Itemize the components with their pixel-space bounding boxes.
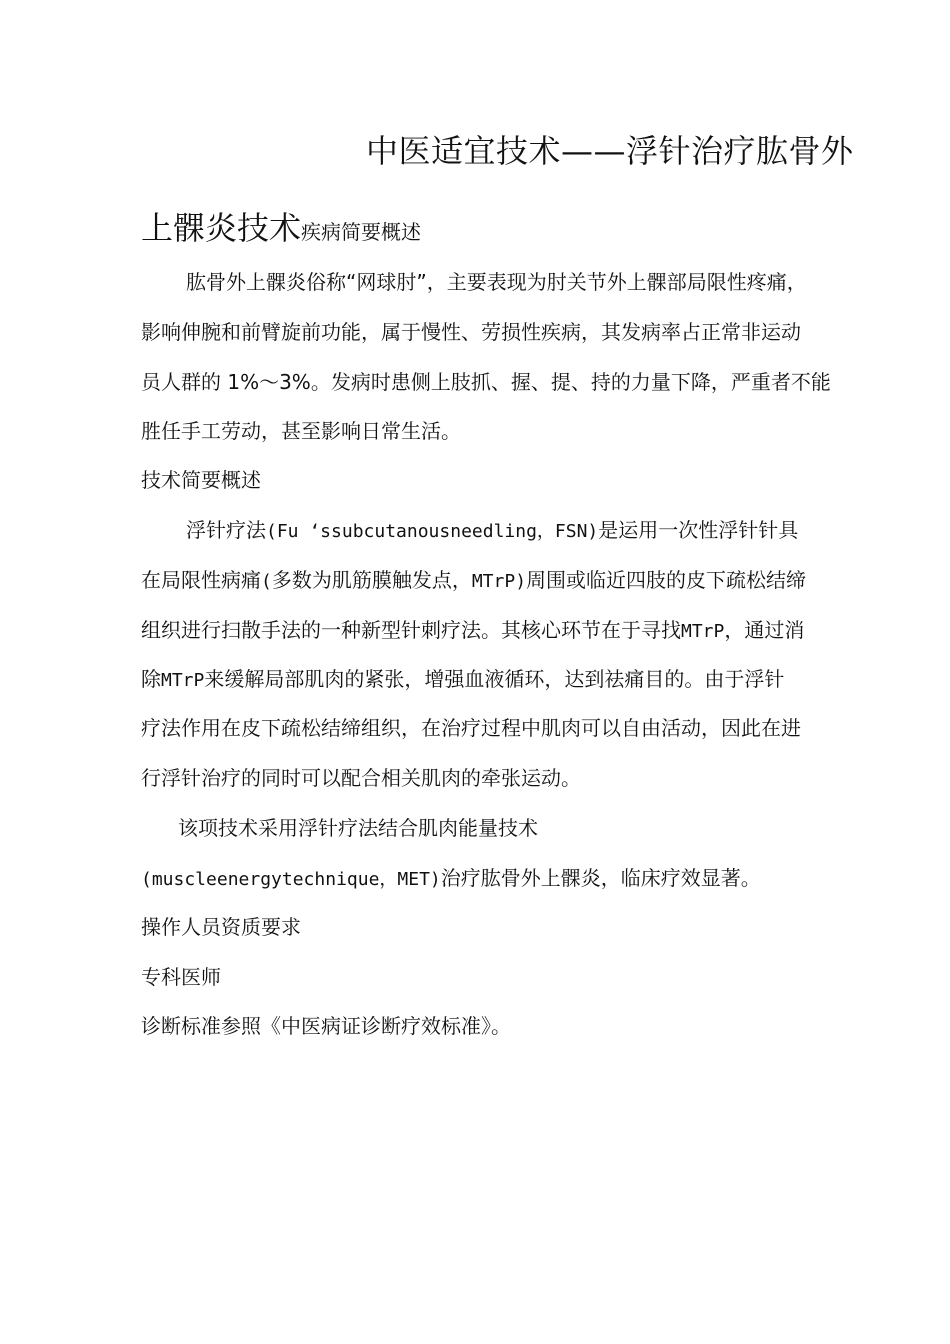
diagnosis-standard: 诊断标准参照《中医病证诊断疗效标准》。 [141,1014,511,1038]
section-heading-staff: 操作人员资质要求 [141,915,301,939]
paragraph-technique-line: 行浮针治疗的同时可以配合相关肌肉的牵张运动。 [141,766,581,790]
paragraph-met-line: (muscleenergytechnique，MET)治疗肱骨外上髁炎，临床疗效显著。 [141,866,761,890]
paragraph-technique-line: 浮针疗法(Fu ‘ssubcutanousneedling，FSN)是运用一次性浮针针具 [186,518,799,542]
paragraph-technique-line: 除MTrP来缓解局部肌肉的紧张，增强血液循环，达到祛痛目的。由于浮针 [141,667,785,691]
paragraph-technique-line: 疗法作用在皮下疏松结缔组织，在治疗过程中肌肉可以自由活动，因此在进 [141,716,801,740]
title-line2-large: 上髁炎技术 [141,209,302,247]
paragraph-disease-line: 影响伸腕和前臂旋前功能，属于慢性、劳损性疾病，其发病率占正常非运动 [141,320,801,344]
paragraph-disease-line: 胜任手工劳动，甚至影响日常生活。 [141,419,461,443]
section-heading-technique: 技术简要概述 [141,468,261,492]
document-title-line1: 中医适宜技术——浮针治疗肱骨外 [366,132,854,170]
paragraph-technique-line: 在局限性病痛(多数为肌筋膜触发点，MTrP)周围或临近四肢的皮下疏松结缔 [141,568,807,592]
document-title-line2 [141,203,421,249]
paragraph-technique-line: 组织进行扫散手法的一种新型针刺疗法。其核心环节在于寻找MTrP，通过消 [141,618,805,642]
staff-qualification: 专科医师 [141,965,221,989]
paragraph-met-line: 该项技术采用浮针疗法结合肌肉能量技术 [178,816,538,840]
paragraph-disease-line: 员人群的 1%～3%。发病时患侧上肢抓、握、提、持的力量下降，严重者不能 [141,370,831,394]
section-heading-disease-overview: 疾病简要概述 [301,220,422,244]
paragraph-disease-line: 肱骨外上髁炎俗称“网球肘”，主要表现为肘关节外上髁部局限性疼痛， [186,270,807,294]
